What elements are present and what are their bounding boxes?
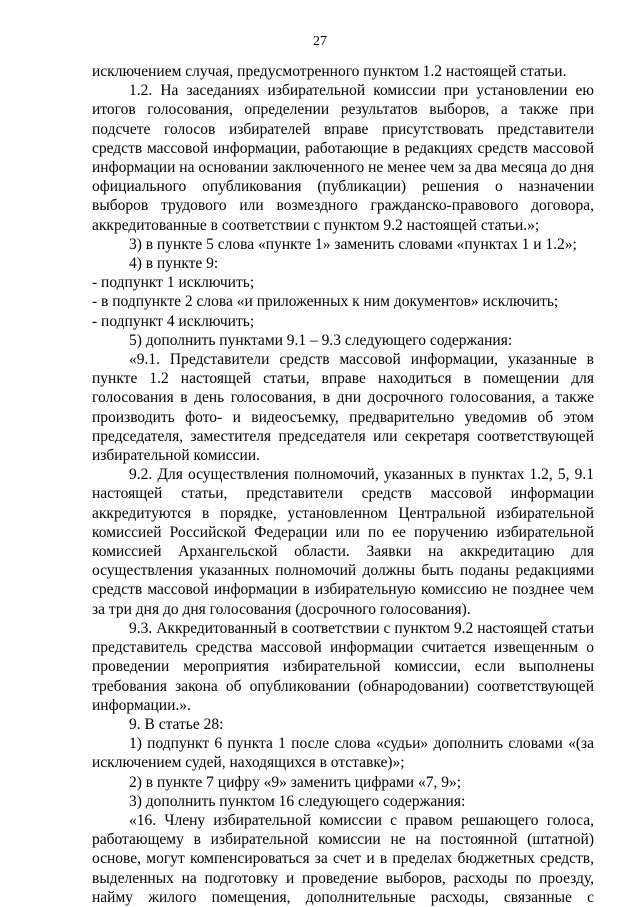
paragraph: 2) в пункте 7 цифру «9» заменить цифрами «7, 9»; [129, 773, 462, 791]
paragraph: 9.2. Для осуществления полномочий, указанных в пунктах 1.2, 5, 9.1 настоящей статьи, представители средств массовой информации аккредитуются в порядке, установленном Центральной избирательной комиссией Российской Федерации или по ее поручению избирательной комиссией Архангельской области. Заявки на аккредитацию для осуществления указанных полномочий должны быть поданы редакциями средств массовой информации в избирательную комиссию не позднее чем за три дня до дня голосования (досрочного голосования). [92, 466, 594, 618]
paragraph: 1.2. На заседаниях избирательной комиссии при установлении ею итогов голосования, определении результатов выборов, а также при подсчете голосов избирателей вправе присутствовать представители средств массовой информации, работающие в редакциях средств массовой информации на основании заключенного не менее чем за два месяца до дня официального опубликования (публикации) решения о назначении выборов трудового или возмездного гражданско-правового договора, аккредитованные в соответствии с пунктом 9.2 настоящей статьи.»; [92, 82, 594, 234]
paragraph: «9.1. Представители средств массовой информации, указанные в пункте 1.2 настоящей статьи, вправе находиться в помещении для голосования в день голосования, в дни досрочного голосования, а также производить фото- и видеосъемку, предварительно уведомив об этом председателя, заместителя председателя или секретаря соответствующей избирательной комиссии. [92, 351, 594, 465]
paragraph: 3) дополнить пунктом 16 следующего содержания: [129, 792, 466, 810]
paragraph: исключением случая, предусмотренного пунктом 1.2 настоящей статьи. [92, 63, 567, 80]
section-heading: 9. В статье 28: [129, 715, 224, 733]
list-item: - подпункт 1 исключить; [92, 274, 255, 292]
paragraph: 4) в пункте 9: [129, 255, 219, 273]
page-number: 27 [313, 34, 327, 49]
paragraph: 3) в пункте 5 слова «пункте 1» заменить словами «пунктах 1 и 1.2»; [129, 235, 577, 253]
paragraph: 1) подпункт 6 пункта 1 после слова «судьи» дополнить словами «(за исключением судей, находящихся в отставке)»; [92, 735, 594, 772]
paragraph: «16. Члену избирательной комиссии с правом решающего голоса, работающему в избирательной комиссии не на постоянной (штатной) основе, могут компенсироваться за счет и в пределах бюджетных средств, выделенных на подготовку и проведение выборов, расходы по проезду, найму жилого помещения, дополнительные расходы, связанные с [92, 811, 594, 906]
body-text [92, 62, 594, 907]
paragraph: 9.3. Аккредитованный в соответствии с пунктом 9.2 настоящей статьи представитель средства массовой информации считается извещенным о проведении мероприятия избирательной комиссии, если выполнены требования закона об опубликовании (обнародовании) соответствующей информации.». [92, 619, 594, 714]
list-item: - в подпункте 2 слова «и приложенных к ним документов» исключить; [92, 293, 559, 311]
list-item: - подпункт 4 исключить; [92, 312, 255, 330]
paragraph: 5) дополнить пунктами 9.1 – 9.3 следующего содержания: [129, 331, 513, 349]
